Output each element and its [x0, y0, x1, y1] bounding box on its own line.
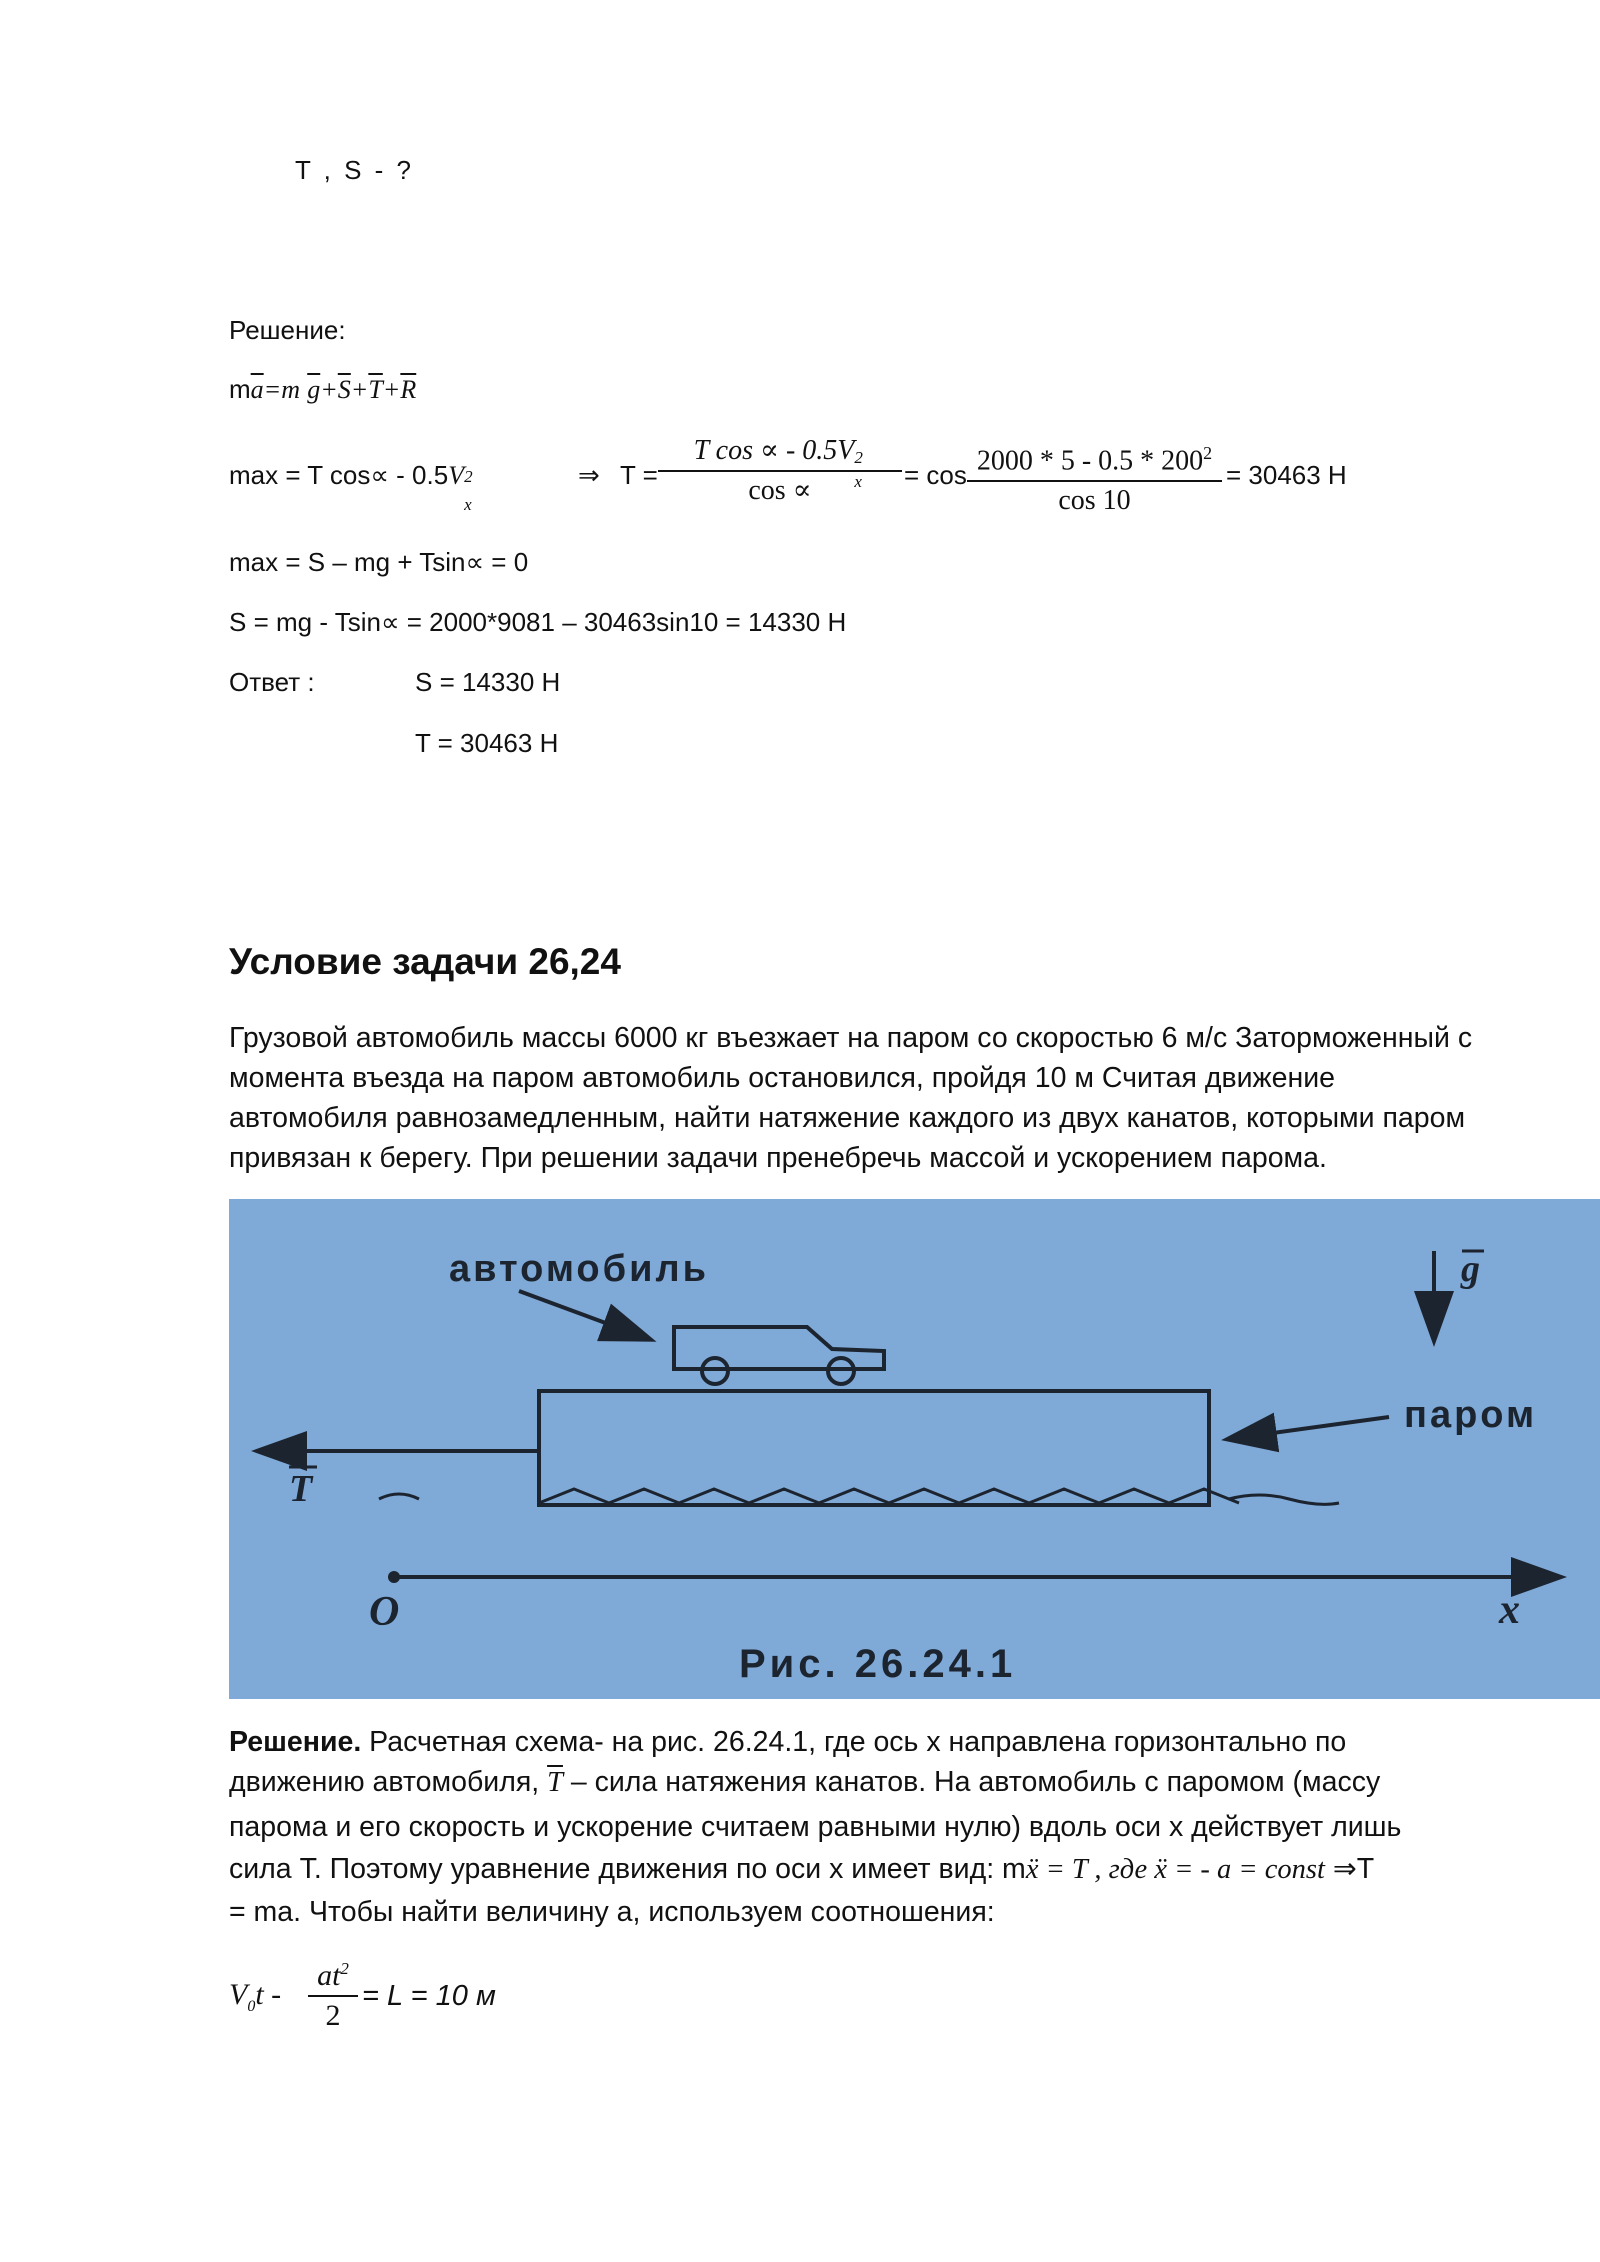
final-frac-bar: [308, 1995, 358, 1997]
water-outside: [379, 1494, 1339, 1504]
fraction-numeric: [967, 436, 1222, 518]
solution2-line-2-b: – сила натяжения канатов. На автомобиль с паромом (массу: [562, 1766, 1381, 1798]
final-frac-sup: 2: [340, 1959, 349, 1978]
equals-cos: = cos: [904, 460, 967, 490]
ferry-pointer: [1229, 1417, 1389, 1439]
frac1-numerator: T cos ∝ - 0.5: [693, 435, 838, 466]
eq2-V-sub: x: [464, 495, 472, 514]
final-V: V: [229, 1978, 248, 2011]
final-fraction: [308, 1952, 358, 2033]
solution2-T-vector: $\overline{T}$: [547, 1767, 563, 1798]
solution2-line-1-rest: Расчетная схема- на рис. 26.24.1, где ось x направлена горизонтально по: [361, 1726, 1347, 1758]
implies-arrow: ⇒: [578, 460, 600, 490]
problem-line-1: Грузовой автомобиль массы 6000 кг въезжает на паром со скоростью 6 м/с Заторможенный с: [229, 1022, 1473, 1054]
eq1-eq: =: [263, 375, 282, 404]
problem-heading: Условие задачи 26,24: [229, 941, 621, 982]
eq1-S: $\overline{S}$: [337, 375, 351, 404]
T-equals: T =: [620, 460, 658, 490]
eq2-V: V: [448, 461, 465, 490]
problem-text: [229, 1018, 1509, 1178]
eq1-g: $\overline{g}$: [307, 375, 321, 404]
eq1-T: $\overline{T}$: [368, 375, 383, 404]
frac1-denominator: cos ∝: [748, 475, 812, 506]
solution2-bold-label: Решение.: [229, 1726, 362, 1758]
eq1-plus3: +: [382, 375, 401, 404]
solution2-line-5: = ma. Чтобы найти величину a, используем соотношения:: [229, 1896, 995, 1928]
frac2-numerator: 2000 * 5 - 0.5 * 200: [976, 445, 1204, 477]
fraction-T-formula: [658, 434, 902, 508]
eq1-plus1: +: [320, 375, 338, 404]
water-waves: [539, 1489, 1239, 1503]
unknowns-line: T , S - ?: [295, 155, 414, 185]
car-pointer: [519, 1291, 649, 1339]
distance-formula: [229, 1978, 281, 2016]
eq1-plus2: +: [350, 375, 369, 404]
answer-T: T = 30463 Н: [415, 728, 559, 758]
solution2-text: [229, 1722, 1509, 1932]
answer-S: S = 14330 Н: [415, 667, 561, 697]
final-V-sub: 0: [247, 1998, 256, 2015]
T-result: = 30463 Н: [1226, 460, 1347, 490]
solution2-line-2-a: движению автомобиля,: [229, 1766, 548, 1798]
origin-dot: [388, 1571, 400, 1583]
solution2-motion-formula: ẍ = T , где ẍ = - a = const: [1025, 1854, 1325, 1885]
ferry-label: паром: [1404, 1394, 1538, 1436]
origin-label: O: [369, 1589, 400, 1635]
car-icon: [674, 1327, 884, 1384]
frac2-denominator: cos 10: [1058, 485, 1131, 517]
solution2-line-3: парома и его скорость и ускорение считаем равными нулю) вдоль оси x действует лишь: [229, 1811, 1402, 1843]
figure-26-24-1: [229, 1199, 1600, 1699]
S-equation: S = mg - Tsin∝ = 2000*9081 – 30463sin10 = 14330 Н: [229, 607, 847, 637]
final-rest: = L = 10 м: [362, 1980, 496, 2012]
answer-label: Ответ :: [229, 667, 315, 697]
projection-equation-x: [229, 460, 478, 514]
problem-line-2: момента въезда на паром автомобиль остановился, пройдя 10 м Считая движение: [229, 1062, 1335, 1094]
eq2-lhs: max = T cos∝ - 0.5: [229, 460, 449, 490]
T-label: T: [289, 1468, 313, 1510]
frac1-V-sup: 2: [854, 448, 863, 467]
frac2-sup: 2: [1203, 443, 1213, 463]
ferry-rect: [539, 1391, 1209, 1505]
figure-caption: Рис. 26.24.1: [739, 1642, 1017, 1686]
vector-equation: [229, 374, 416, 405]
solution2-line-4-b: ⇒T: [1324, 1853, 1375, 1885]
solution2-line-4-a: сила T. Поэтому уравнение движения по оси x имеет вид: m: [229, 1853, 1026, 1885]
eq1-R: $\overline{R}$: [400, 375, 417, 404]
g-label: g: [1461, 1248, 1480, 1290]
problem-line-4: привязан к берегу. При решении задачи пренебречь массой и ускорением парома.: [229, 1142, 1327, 1174]
x-axis-label: x: [1499, 1587, 1520, 1633]
final-t: t -: [255, 1978, 282, 2011]
final-frac-den: 2: [325, 1999, 341, 2032]
solution-label: Решение:: [229, 315, 346, 345]
frac1-V: V: [837, 435, 855, 466]
frac1-V-sub: x: [854, 472, 862, 491]
projection-equation-y: max = S – mg + Tsin∝ = 0: [229, 547, 529, 577]
eq2-V-sup: 2: [464, 467, 473, 486]
solution2-line-1: [229, 1722, 1509, 1762]
frac1-bar: [658, 470, 902, 472]
eq1-m: m: [229, 374, 251, 404]
solution2-line-4: [229, 1849, 1509, 1890]
car-label: автомобиль: [449, 1248, 709, 1290]
problem-line-3: автомобиля равнозамедленным, найти натяжение каждого из двух канатов, которыми паром: [229, 1102, 1466, 1134]
frac2-bar: [967, 480, 1222, 482]
eq1-mg: m: [281, 375, 300, 404]
solution2-line-2: [229, 1762, 1509, 1803]
final-frac-num: at: [317, 1959, 341, 1992]
eq1-a: $\overline{a}$: [250, 375, 264, 404]
figure-diagram: [229, 1199, 1600, 1699]
